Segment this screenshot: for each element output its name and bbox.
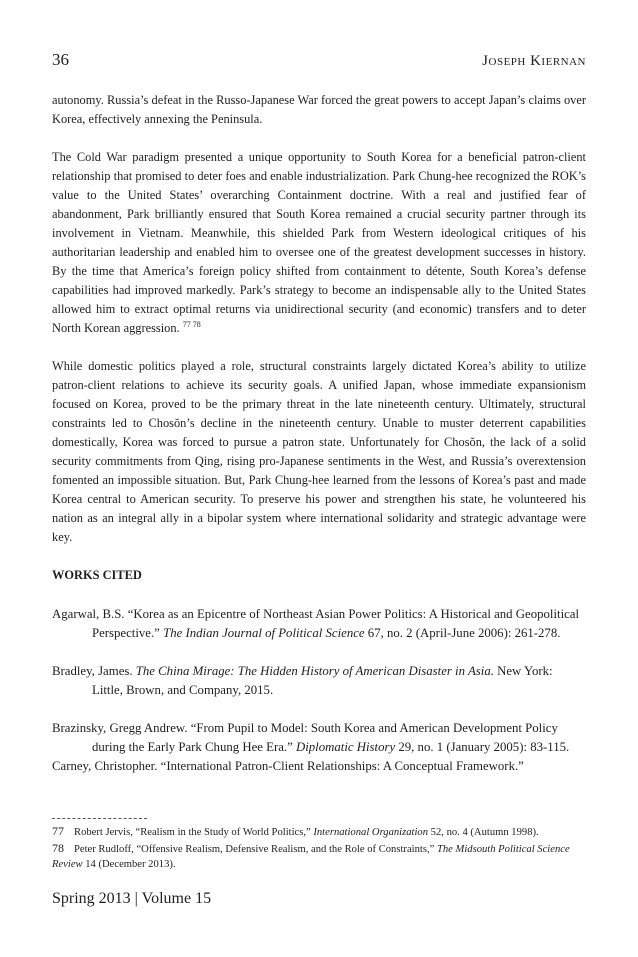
footnotes [52, 818, 586, 873]
works-cited-list [52, 605, 586, 776]
footnote-number: 77 [52, 824, 64, 838]
page-header [52, 50, 586, 70]
paragraph [52, 148, 586, 338]
page-number: 36 [52, 50, 69, 69]
footnote: 78 Peter Rudloff, “Offensive Realism, Defensive Realism, and the Role of Constraints,” The Midsouth Political Science Review 14 (December 2013). [52, 840, 570, 870]
citation-entry: Agarwal, B.S. “Korea as an Epicentre of Northeast Asian Power Politics: A Historical and Geopolitical Perspective.” The Indian Journal of Political Science 67, no. 2 (April-June 2006): 261-278. [52, 607, 580, 640]
footnote-reference: 77 78 [182, 320, 201, 329]
footnote-number: 78 [52, 840, 64, 855]
paragraph-text: The Cold War paradigm presented a unique opportunity to South Korea for a beneficial patron-client relationship that promised to deter foes and enable industrialization. Park Chung-hee recognized the ROK’s value to the United States’ overarching Containment doctrine. With a real and justified fear of abandonment, Park brilliantly ensured that South Korea remained a crucial security partner through its involvement in Vietnam. Meanwhile, this shielded Park from Western ideological critiques of his authoritarian leadership and enabled him to oversee one of the greatest development successes in history. By the time that America’s foreign policy shifted from containment to détente, South Korea’s defense capabilities had improved markedly. Park’s strategy to become an indispensable ally to the United States allowed him to extract optimal returns via unidirectional security (and economic) transfers and to deter North Korean aggression. [52, 150, 586, 335]
running-head-author: Joseph Kiernan [482, 53, 586, 69]
article-body [52, 91, 586, 795]
section-heading: WORKS CITED [52, 568, 142, 582]
citation-entry: Brazinsky, Gregg Andrew. “From Pupil to Model: South Korea and American Development Policy during the Early Park Chung Hee Era.” Diplomatic History 29, no. 1 (January 2005): 83-115. [52, 721, 570, 754]
citation-entry: Bradley, James. The China Mirage: The Hidden History of American Disaster in Asia. New York: Little, Brown, and Company, 2015. [52, 664, 553, 697]
citation-entry: Carney, Christopher. “International Patron-Client Relationships: A Conceptual Framework.” [52, 759, 524, 773]
paragraph: autonomy. Russia’s defeat in the Russo-Japanese War forced the great powers to accept Japan’s claims over Korea, effectively annexing the Peninsula. [52, 93, 586, 126]
paragraph: While domestic politics played a role, structural constraints largely dictated Korea’s ability to utilize patron-client relations to achieve its security goals. A unified Japan, whose immediate expansionism focused on Korea, proved to be the primary threat in the late nineteenth century. Ultimately, structural constraints led to Chosŏn’s decline in the nineteenth century. Unable to muster deterrent capabilities domestically, Korea was forced to pursue a patron state. Unfortunately for Chosŏn, the lack of a solid security commitments from Qing, rising pro-Japanese sentiments in the West, and Russia’s overextension fomented an impossible situation. But, Park Chung-hee learned from the lessons of Korea’s past and made Korea central to American security. To preserve his power and strengthen his state, he volunteered his nation as an integral ally in a bipolar system where international solidarity and strategic advantage were key. [52, 359, 586, 544]
footnote: 77 Robert Jervis, “Realism in the Study of World Politics,” International Organization 52, no. 4 (Autumn 1998). [52, 824, 539, 838]
page-footer-issue: Spring 2013 | Volume 15 [52, 890, 212, 907]
footnote-divider [52, 818, 147, 819]
